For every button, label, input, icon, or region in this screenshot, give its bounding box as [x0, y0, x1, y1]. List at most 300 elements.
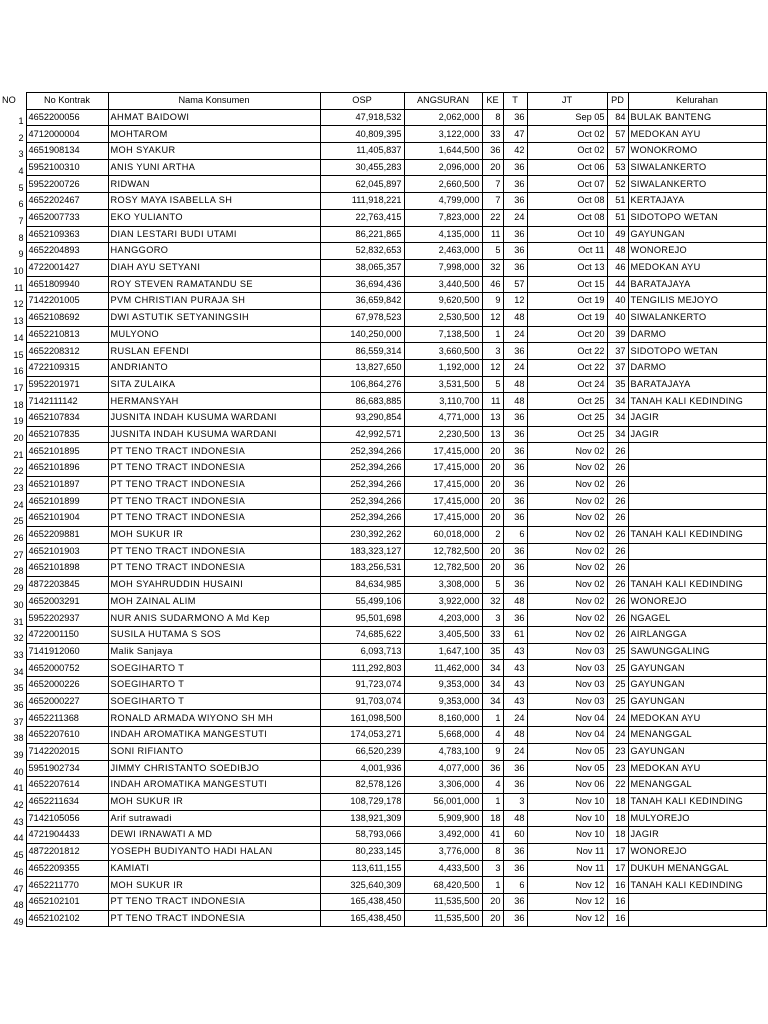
- ke-cell: 2: [482, 526, 503, 543]
- jt-cell: Oct 08: [527, 209, 607, 226]
- osp-cell: 42,992,571: [320, 426, 404, 443]
- row-number: 3: [18, 149, 24, 160]
- jt-cell: Nov 10: [527, 793, 607, 810]
- kelurahan-cell: BULAK BANTENG: [628, 109, 766, 126]
- angsuran-cell: 3,405,500: [404, 627, 482, 644]
- row-number: 26: [13, 533, 24, 544]
- nama-konsumen-cell: RIDWAN: [108, 176, 320, 193]
- osp-cell: 80,233,145: [320, 843, 404, 860]
- row-number: 31: [13, 616, 24, 627]
- table-row: [0, 376, 766, 393]
- jt-cell: Oct 08: [527, 193, 607, 210]
- jt-cell: Nov 02: [527, 627, 607, 644]
- osp-cell: 93,290,854: [320, 410, 404, 427]
- ke-cell: 36: [482, 143, 503, 160]
- nama-konsumen-cell: PT TENO TRACT INDONESIA: [108, 510, 320, 527]
- angsuran-cell: 3,531,500: [404, 376, 482, 393]
- pd-cell: 26: [607, 560, 628, 577]
- pd-cell: 26: [607, 593, 628, 610]
- pd-cell: 26: [607, 443, 628, 460]
- table-row: [0, 393, 766, 410]
- nama-konsumen-cell: PT TENO TRACT INDONESIA: [108, 460, 320, 477]
- t-cell: 48: [503, 727, 527, 744]
- t-cell: 36: [503, 410, 527, 427]
- pd-cell: 26: [607, 526, 628, 543]
- jt-cell: Sep 05: [527, 109, 607, 126]
- nama-konsumen-cell: SUSILA HUTAMA S SOS: [108, 627, 320, 644]
- kelurahan-cell: MENANGGAL: [628, 777, 766, 794]
- angsuran-cell: 4,135,000: [404, 226, 482, 243]
- osp-cell: 82,578,126: [320, 777, 404, 794]
- nama-konsumen-cell: SONI RIFIANTO: [108, 743, 320, 760]
- row-number: 43: [13, 816, 24, 827]
- pd-cell: 26: [607, 493, 628, 510]
- table-row: [0, 209, 766, 226]
- table-row: [0, 159, 766, 176]
- t-cell: 36: [503, 426, 527, 443]
- jt-cell: Oct 20: [527, 326, 607, 343]
- nama-konsumen-cell: PT TENO TRACT INDONESIA: [108, 910, 320, 927]
- pd-cell: 24: [607, 710, 628, 727]
- osp-cell: 140,250,000: [320, 326, 404, 343]
- table-row: [0, 643, 766, 660]
- header-row: [0, 93, 766, 110]
- t-cell: 36: [503, 610, 527, 627]
- pd-cell: 53: [607, 159, 628, 176]
- table-row: [0, 360, 766, 377]
- nama-konsumen-cell: INDAH AROMATIKA MANGESTUTI: [108, 777, 320, 794]
- table-row: [0, 493, 766, 510]
- jt-cell: Oct 07: [527, 176, 607, 193]
- t-cell: 24: [503, 209, 527, 226]
- osp-cell: 111,292,803: [320, 660, 404, 677]
- jt-cell: Oct 25: [527, 426, 607, 443]
- ke-cell: 8: [482, 843, 503, 860]
- nama-konsumen-cell: SOEGIHARTO T: [108, 660, 320, 677]
- pd-cell: 26: [607, 510, 628, 527]
- angsuran-cell: 2,230,500: [404, 426, 482, 443]
- nama-konsumen-cell: PT TENO TRACT INDONESIA: [108, 560, 320, 577]
- table-row: [0, 760, 766, 777]
- pd-cell: 23: [607, 743, 628, 760]
- table-row: [0, 827, 766, 844]
- kelurahan-cell: GAYUNGAN: [628, 743, 766, 760]
- t-cell: 36: [503, 460, 527, 477]
- jt-cell: Nov 12: [527, 877, 607, 894]
- jt-cell: Nov 05: [527, 760, 607, 777]
- ke-cell: 36: [482, 760, 503, 777]
- t-cell: 43: [503, 643, 527, 660]
- nama-konsumen-cell: MOH SYAKUR: [108, 143, 320, 160]
- table-row: [0, 343, 766, 360]
- header-angsuran: ANGSURAN: [404, 93, 482, 110]
- row-number: 24: [13, 499, 24, 510]
- jt-cell: Nov 11: [527, 843, 607, 860]
- nama-konsumen-cell: MOH SYAHRUDDIN HUSAINI: [108, 576, 320, 593]
- ke-cell: 35: [482, 643, 503, 660]
- pd-cell: 51: [607, 209, 628, 226]
- ke-cell: 20: [482, 493, 503, 510]
- row-number: 16: [13, 366, 24, 377]
- kelurahan-cell: MEDOKAN AYU: [628, 259, 766, 276]
- kelurahan-cell: DARMO: [628, 360, 766, 377]
- pd-cell: 39: [607, 326, 628, 343]
- jt-cell: Nov 10: [527, 827, 607, 844]
- jt-cell: Nov 03: [527, 693, 607, 710]
- osp-cell: 86,683,885: [320, 393, 404, 410]
- table-row: [0, 860, 766, 877]
- no-kontrak-cell: 4722109315: [26, 360, 108, 377]
- osp-cell: 252,394,266: [320, 476, 404, 493]
- osp-cell: 13,827,650: [320, 360, 404, 377]
- nama-konsumen-cell: PT TENO TRACT INDONESIA: [108, 493, 320, 510]
- no-kontrak-cell: 4652208312: [26, 343, 108, 360]
- ke-cell: 1: [482, 793, 503, 810]
- osp-cell: 6,093,713: [320, 643, 404, 660]
- row-number: 15: [13, 349, 24, 360]
- pd-cell: 23: [607, 760, 628, 777]
- osp-cell: 84,634,985: [320, 576, 404, 593]
- ke-cell: 20: [482, 894, 503, 911]
- osp-cell: 230,392,262: [320, 526, 404, 543]
- jt-cell: Oct 15: [527, 276, 607, 293]
- pd-cell: 44: [607, 276, 628, 293]
- ke-cell: 8: [482, 109, 503, 126]
- table-row: [0, 543, 766, 560]
- no-kontrak-cell: 4652101904: [26, 510, 108, 527]
- header-no: NO: [0, 93, 26, 110]
- row-number: 17: [13, 382, 24, 393]
- jt-cell: Nov 02: [527, 560, 607, 577]
- kelurahan-cell: SIDOTOPO WETAN: [628, 343, 766, 360]
- kelurahan-cell: TANAH KALI KEDINDING: [628, 877, 766, 894]
- jt-cell: Nov 12: [527, 910, 607, 927]
- t-cell: 48: [503, 810, 527, 827]
- table-row: [0, 143, 766, 160]
- ke-cell: 1: [482, 710, 503, 727]
- jt-cell: Nov 02: [527, 460, 607, 477]
- nama-konsumen-cell: DIAH AYU SETYANI: [108, 259, 320, 276]
- jt-cell: Oct 02: [527, 126, 607, 143]
- jt-cell: Oct 11: [527, 243, 607, 260]
- t-cell: 36: [503, 176, 527, 193]
- no-kontrak-cell: 7142105056: [26, 810, 108, 827]
- t-cell: 36: [503, 760, 527, 777]
- pd-cell: 40: [607, 293, 628, 310]
- pd-cell: 25: [607, 660, 628, 677]
- angsuran-cell: 4,433,500: [404, 860, 482, 877]
- ke-cell: 20: [482, 443, 503, 460]
- pd-cell: 17: [607, 843, 628, 860]
- table-row: [0, 743, 766, 760]
- osp-cell: 86,559,314: [320, 343, 404, 360]
- ke-cell: 11: [482, 393, 503, 410]
- angsuran-cell: 9,353,000: [404, 693, 482, 710]
- row-number: 39: [13, 750, 24, 760]
- kelurahan-cell: WONOREJO: [628, 593, 766, 610]
- row-number: 20: [13, 432, 24, 443]
- nama-konsumen-cell: INDAH AROMATIKA MANGESTUTI: [108, 727, 320, 744]
- t-cell: 36: [503, 894, 527, 911]
- kelurahan-cell: JAGIR: [628, 426, 766, 443]
- table-row: [0, 293, 766, 310]
- osp-cell: 165,438,450: [320, 894, 404, 911]
- row-number: 49: [13, 916, 24, 927]
- osp-cell: 108,729,178: [320, 793, 404, 810]
- osp-cell: 161,098,500: [320, 710, 404, 727]
- no-kontrak-cell: 4652211634: [26, 793, 108, 810]
- row-number: 21: [13, 449, 24, 460]
- angsuran-cell: 2,463,000: [404, 243, 482, 260]
- t-cell: 47: [503, 126, 527, 143]
- row-number: 36: [13, 699, 24, 710]
- pd-cell: 18: [607, 827, 628, 844]
- kelurahan-cell: [628, 493, 766, 510]
- ke-cell: 33: [482, 126, 503, 143]
- jt-cell: Nov 02: [527, 610, 607, 627]
- ke-cell: 4: [482, 727, 503, 744]
- t-cell: 24: [503, 710, 527, 727]
- no-kontrak-cell: 7142202015: [26, 743, 108, 760]
- osp-cell: 36,659,842: [320, 293, 404, 310]
- angsuran-cell: 12,782,500: [404, 560, 482, 577]
- nama-konsumen-cell: Malik Sanjaya: [108, 643, 320, 660]
- row-number: 22: [13, 466, 24, 477]
- pd-cell: 17: [607, 860, 628, 877]
- osp-cell: 111,918,221: [320, 193, 404, 210]
- jt-cell: Oct 13: [527, 259, 607, 276]
- no-kontrak-cell: 4652207614: [26, 777, 108, 794]
- table-row: [0, 259, 766, 276]
- t-cell: 12: [503, 293, 527, 310]
- ke-cell: 12: [482, 360, 503, 377]
- nama-konsumen-cell: MOH SUKUR IR: [108, 526, 320, 543]
- osp-cell: 40,809,395: [320, 126, 404, 143]
- nama-konsumen-cell: PT TENO TRACT INDONESIA: [108, 894, 320, 911]
- table-row: [0, 526, 766, 543]
- no-kontrak-cell: 4652211368: [26, 710, 108, 727]
- row-number: 46: [13, 866, 24, 877]
- row-number: 28: [13, 566, 24, 577]
- row-number: 32: [13, 633, 24, 644]
- t-cell: 36: [503, 493, 527, 510]
- no-kontrak-cell: 4652204893: [26, 243, 108, 260]
- angsuran-cell: 11,462,000: [404, 660, 482, 677]
- angsuran-cell: 3,776,000: [404, 843, 482, 860]
- kelurahan-cell: TANAH KALI KEDINDING: [628, 393, 766, 410]
- t-cell: 36: [503, 109, 527, 126]
- ke-cell: 1: [482, 326, 503, 343]
- ke-cell: 32: [482, 593, 503, 610]
- t-cell: 36: [503, 510, 527, 527]
- kelurahan-cell: [628, 543, 766, 560]
- t-cell: 42: [503, 143, 527, 160]
- no-kontrak-cell: 4722001427: [26, 259, 108, 276]
- t-cell: 24: [503, 326, 527, 343]
- t-cell: 36: [503, 476, 527, 493]
- ke-cell: 20: [482, 543, 503, 560]
- osp-cell: 252,394,266: [320, 493, 404, 510]
- jt-cell: Oct 22: [527, 343, 607, 360]
- nama-konsumen-cell: HANGGORO: [108, 243, 320, 260]
- osp-cell: 183,323,127: [320, 543, 404, 560]
- kelurahan-cell: DUKUH MENANGGAL: [628, 860, 766, 877]
- ke-cell: 32: [482, 259, 503, 276]
- jt-cell: Nov 02: [527, 510, 607, 527]
- t-cell: 57: [503, 276, 527, 293]
- osp-cell: 30,455,283: [320, 159, 404, 176]
- osp-cell: 86,221,865: [320, 226, 404, 243]
- row-number: 45: [13, 850, 24, 861]
- pd-cell: 25: [607, 643, 628, 660]
- table-row: [0, 593, 766, 610]
- jt-cell: Nov 04: [527, 710, 607, 727]
- ke-cell: 7: [482, 193, 503, 210]
- ke-cell: 12: [482, 309, 503, 326]
- nama-konsumen-cell: PT TENO TRACT INDONESIA: [108, 476, 320, 493]
- kelurahan-cell: GAYUNGAN: [628, 660, 766, 677]
- angsuran-cell: 8,160,000: [404, 710, 482, 727]
- kelurahan-cell: GAYUNGAN: [628, 226, 766, 243]
- table-row: [0, 693, 766, 710]
- data-table: [0, 92, 767, 927]
- angsuran-cell: 17,415,000: [404, 493, 482, 510]
- jt-cell: Nov 11: [527, 860, 607, 877]
- ke-cell: 3: [482, 343, 503, 360]
- jt-cell: Oct 25: [527, 410, 607, 427]
- nama-konsumen-cell: YOSEPH BUDIYANTO HADI HALAN: [108, 843, 320, 860]
- nama-konsumen-cell: ANDRIANTO: [108, 360, 320, 377]
- row-number: 23: [13, 483, 24, 493]
- jt-cell: Nov 04: [527, 727, 607, 744]
- pd-cell: 16: [607, 894, 628, 911]
- kelurahan-cell: [628, 460, 766, 477]
- kelurahan-cell: WONOREJO: [628, 243, 766, 260]
- nama-konsumen-cell: MULYONO: [108, 326, 320, 343]
- ke-cell: 9: [482, 293, 503, 310]
- table-row: [0, 560, 766, 577]
- no-kontrak-cell: 5952200726: [26, 176, 108, 193]
- nama-konsumen-cell: DWI ASTUTIK SETYANINGSIH: [108, 309, 320, 326]
- table-row: [0, 576, 766, 593]
- angsuran-cell: 1,647,100: [404, 643, 482, 660]
- nama-konsumen-cell: DEWI IRNAWATI A MD: [108, 827, 320, 844]
- angsuran-cell: 5,668,000: [404, 727, 482, 744]
- row-number: 40: [13, 766, 24, 777]
- table-row: [0, 426, 766, 443]
- osp-cell: 4,001,936: [320, 760, 404, 777]
- row-number: 8: [18, 232, 24, 243]
- pd-cell: 26: [607, 476, 628, 493]
- header-nama-konsumen: Nama Konsumen: [108, 93, 320, 110]
- kelurahan-cell: NGAGEL: [628, 610, 766, 627]
- nama-konsumen-cell: MOHTAROM: [108, 126, 320, 143]
- kelurahan-cell: SIWALANKERTO: [628, 309, 766, 326]
- osp-cell: 138,921,309: [320, 810, 404, 827]
- nama-konsumen-cell: MOH SUKUR IR: [108, 877, 320, 894]
- header-pd: PD: [607, 93, 628, 110]
- t-cell: 24: [503, 743, 527, 760]
- nama-konsumen-cell: PVM CHRISTIAN PURAJA SH: [108, 293, 320, 310]
- ke-cell: 22: [482, 209, 503, 226]
- pd-cell: 35: [607, 376, 628, 393]
- table-row: [0, 894, 766, 911]
- kelurahan-cell: TANAH KALI KEDINDING: [628, 793, 766, 810]
- no-kontrak-cell: 4652200056: [26, 109, 108, 126]
- ke-cell: 18: [482, 810, 503, 827]
- pd-cell: 37: [607, 360, 628, 377]
- jt-cell: Nov 02: [527, 593, 607, 610]
- angsuran-cell: 68,420,500: [404, 877, 482, 894]
- nama-konsumen-cell: AHMAT BAIDOWI: [108, 109, 320, 126]
- t-cell: 3: [503, 793, 527, 810]
- kelurahan-cell: SIWALANKERTO: [628, 159, 766, 176]
- ke-cell: 4: [482, 777, 503, 794]
- row-number: 19: [13, 416, 24, 427]
- angsuran-cell: 1,644,500: [404, 143, 482, 160]
- pd-cell: 24: [607, 727, 628, 744]
- nama-konsumen-cell: RUSLAN EFENDI: [108, 343, 320, 360]
- row-number: 33: [13, 649, 24, 660]
- no-kontrak-cell: 4652202467: [26, 193, 108, 210]
- angsuran-cell: 2,096,000: [404, 159, 482, 176]
- no-kontrak-cell: 4652101896: [26, 460, 108, 477]
- t-cell: 36: [503, 226, 527, 243]
- row-number: 34: [13, 666, 24, 677]
- jt-cell: Oct 02: [527, 143, 607, 160]
- table-row: [0, 810, 766, 827]
- kelurahan-cell: SIDOTOPO WETAN: [628, 209, 766, 226]
- row-number: 2: [18, 132, 24, 143]
- row-number: 18: [13, 399, 24, 410]
- no-kontrak-cell: 4721904433: [26, 827, 108, 844]
- pd-cell: 49: [607, 226, 628, 243]
- osp-cell: 52,832,653: [320, 243, 404, 260]
- nama-konsumen-cell: KAMIATI: [108, 860, 320, 877]
- jt-cell: Oct 19: [527, 309, 607, 326]
- osp-cell: 47,918,532: [320, 109, 404, 126]
- pd-cell: 57: [607, 126, 628, 143]
- kelurahan-cell: GAYUNGAN: [628, 677, 766, 694]
- angsuran-cell: 3,922,000: [404, 593, 482, 610]
- nama-konsumen-cell: PT TENO TRACT INDONESIA: [108, 443, 320, 460]
- ke-cell: 20: [482, 476, 503, 493]
- angsuran-cell: 3,306,000: [404, 777, 482, 794]
- kelurahan-cell: [628, 443, 766, 460]
- angsuran-cell: 3,308,000: [404, 576, 482, 593]
- jt-cell: Nov 03: [527, 643, 607, 660]
- angsuran-cell: 4,771,000: [404, 410, 482, 427]
- table-row: [0, 193, 766, 210]
- nama-konsumen-cell: RONALD ARMADA WIYONO SH MH: [108, 710, 320, 727]
- no-kontrak-cell: 4652101898: [26, 560, 108, 577]
- angsuran-cell: 4,783,100: [404, 743, 482, 760]
- osp-cell: 11,405,837: [320, 143, 404, 160]
- table-row: [0, 793, 766, 810]
- nama-konsumen-cell: MOH SUKUR IR: [108, 793, 320, 810]
- ke-cell: 13: [482, 410, 503, 427]
- angsuran-cell: 4,799,000: [404, 193, 482, 210]
- angsuran-cell: 60,018,000: [404, 526, 482, 543]
- header-jt: JT: [527, 93, 607, 110]
- ke-cell: 33: [482, 627, 503, 644]
- t-cell: 24: [503, 360, 527, 377]
- jt-cell: Oct 19: [527, 293, 607, 310]
- ke-cell: 20: [482, 510, 503, 527]
- pd-cell: 51: [607, 193, 628, 210]
- osp-cell: 174,053,271: [320, 727, 404, 744]
- nama-konsumen-cell: EKO YULIANTO: [108, 209, 320, 226]
